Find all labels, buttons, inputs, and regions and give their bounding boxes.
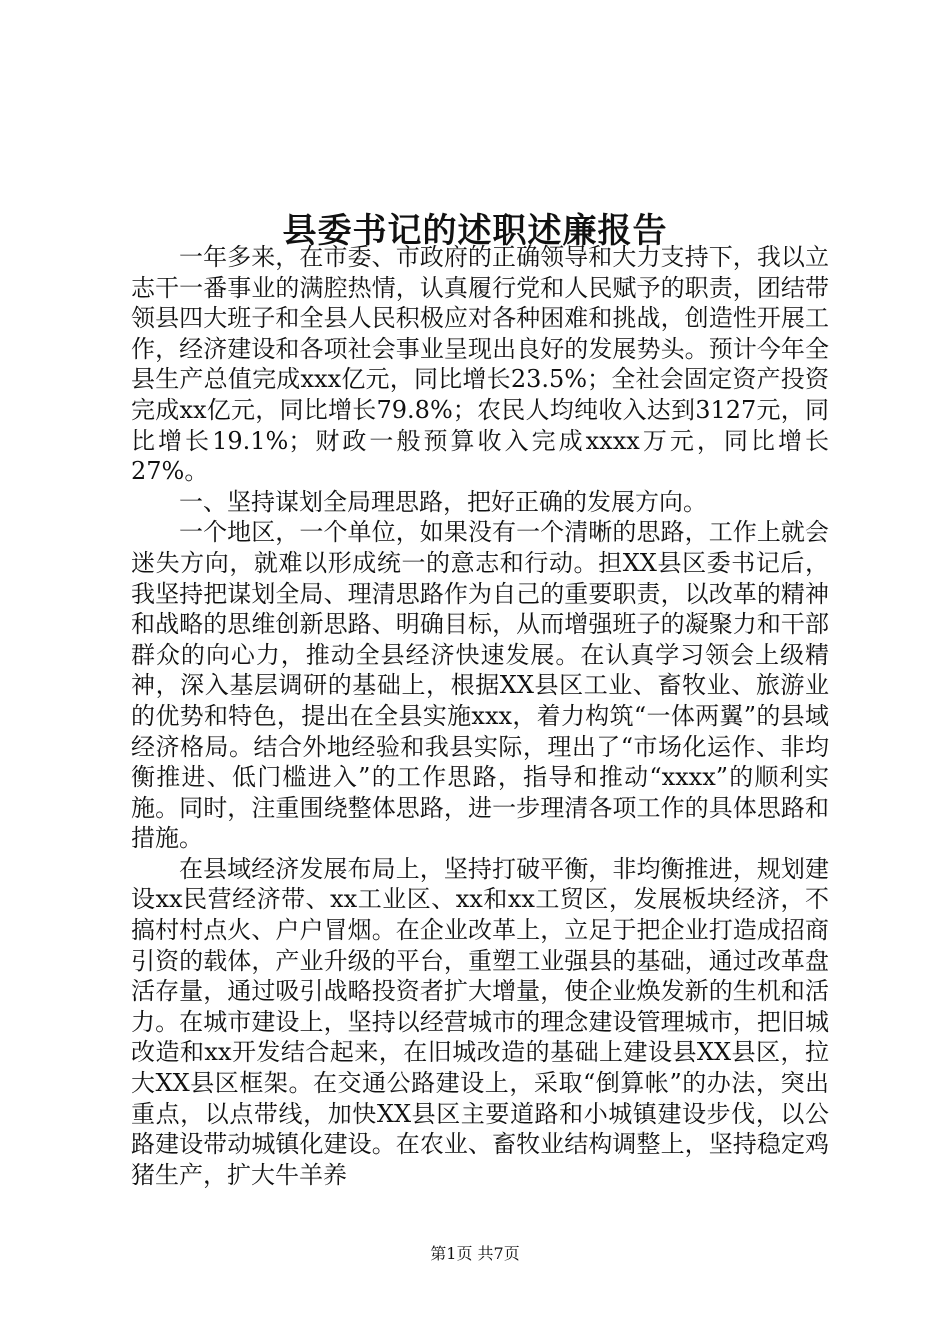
page-number-footer: 第1页 共7页 (430, 1244, 520, 1263)
document-body (131, 242, 829, 1190)
paragraph-layout: 在县域经济发展布局上，坚持打破平衡，非均衡推进，规划建设xx民营经济带、xx工业区、xx和xx工贸区，发展板块经济，不搞村村点火、户户冒烟。在企业改革上，立足于把企业打造成招商引资的载体，产业升级的平台，重塑工业强县的基础，通过改革盘活存量，通过吸引战略投资者扩大增量，使企业焕发新的生机和活力。在城市建设上，坚持以经营城市的理念建设管理城市，把旧城改造和xx开发结合起来，在旧城改造的基础上建设县XX县区，拉大XX县区框架。在交通公路建设上，采取“倒算帐”的办法，突出重点，以点带线，加快XX县区主要道路和小城镇建设步伐，以公路建设带动城镇化建设。在农业、畜牧业结构调整上，坚持稳定鸡猪生产，扩大牛羊养 (131, 854, 829, 1189)
document-title: 县委书记的述职述廉报告 (282, 210, 668, 251)
paragraph-thinking: 一个地区，一个单位，如果没有一个清晰的思路，工作上就会迷失方向，就难以形成统一的意志和行动。担XX县区委书记后，我坚持把谋划全局、理清思路作为自己的重要职责，以改革的精神和战略的思维创新思路、明确目标，从而增强班子的凝聚力和干部群众的向心力，推动全县经济快速发展。在认真学习领会上级精神，深入基层调研的基础上，根据XX县区工业、畜牧业、旅游业的优势和特色，提出在全县实施xxx，着力构筑“一体两翼”的县域经济格局。结合外地经验和我县实际，理出了“市场化运作、非均衡推进、低门槛进入”的工作思路，指导和推动“xxxx”的顺利实施。同时，注重围绕整体思路，进一步理清各项工作的具体思路和措施。 (131, 518, 829, 853)
paragraph-intro: 一年多来，在市委、市政府的正确领导和大力支持下，我以立志干一番事业的满腔热情，认真履行党和人民赋予的职责，团结带领县四大班子和全县人民积极应对各种困难和挑战，创造性开展工作，经济建设和各项社会事业呈现出良好的发展势头。预计今年全县生产总值完成xxx亿元，同比增长23.5%；全社会固定资产投资完成xx亿元，同比增长79.8%；农民人均纯收入达到3127元，同比增长19.1%；财政一般预算收入完成xxxx万元，同比增长27%。 (131, 243, 829, 486)
section-heading-1: 一、坚持谋划全局理思路，把好正确的发展方向。 (179, 487, 707, 516)
